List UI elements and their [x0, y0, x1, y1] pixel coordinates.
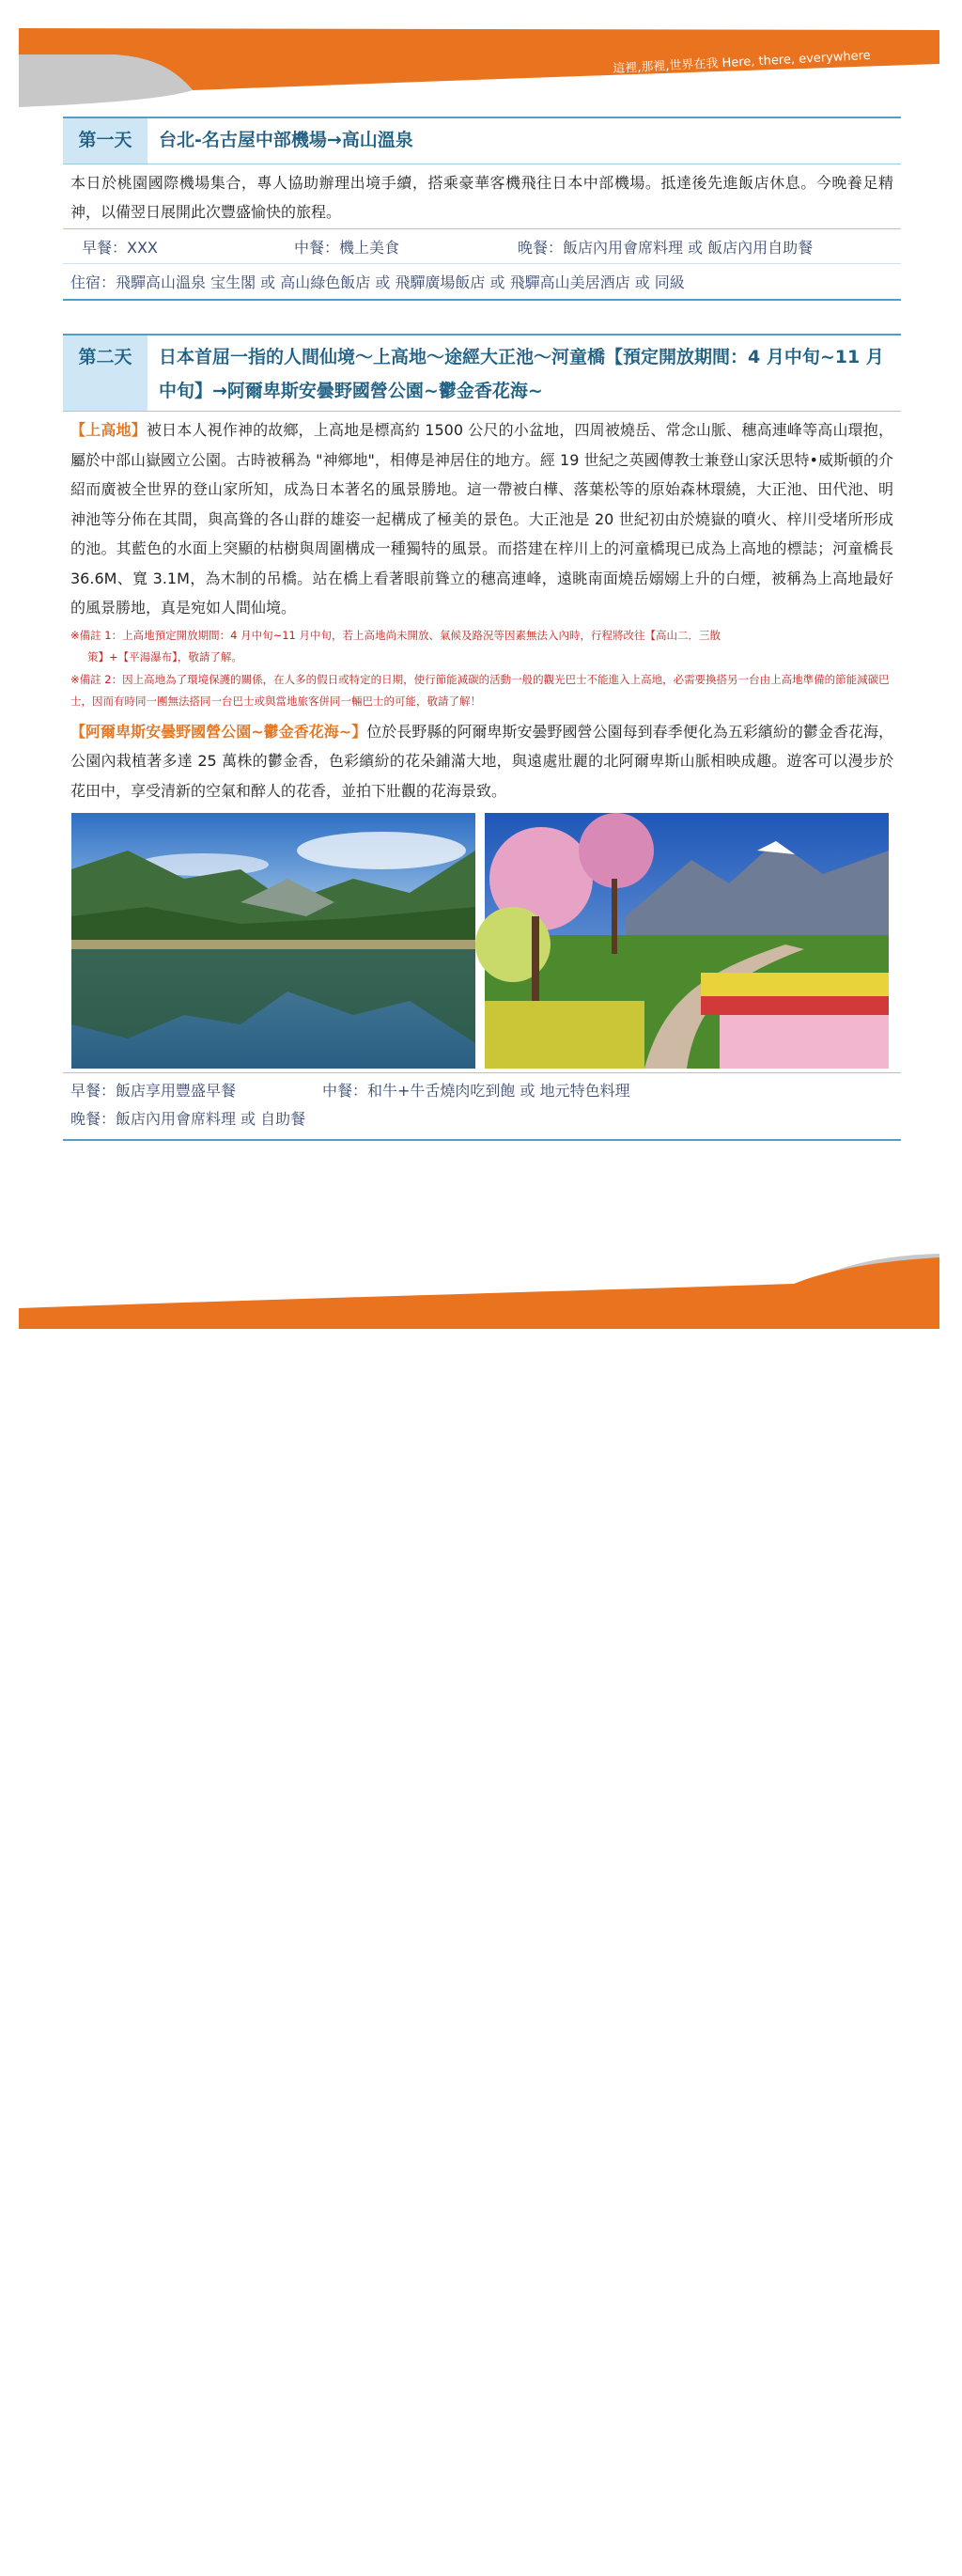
- footer-slogan: 這裡,那裡,世界在我 Here, there, everywhere: [31, 2548, 291, 2576]
- day1-dinner: 晚餐：飯店內用會席料理 或 飯店內用自助餐: [518, 238, 814, 257]
- day1-header: [63, 117, 901, 164]
- day2-meals-row1: [70, 1077, 893, 1105]
- day1-stay: 住宿：飛驒高山溫泉 宝生閣 或 高山綠色飯店 或 飛驒廣場飯店 或 飛驒高山美居酒店 或 同級: [63, 263, 901, 301]
- day1-title: 台北-名古屋中部機場→高山溫泉: [159, 130, 413, 150]
- day2-label: 第二天: [63, 336, 147, 411]
- kamikochi-heading: 【上高地】: [70, 421, 147, 439]
- photo-row: [63, 813, 901, 1072]
- note-1-line2: 策】+【平湯瀑布】，敬請了解。: [87, 650, 242, 664]
- day1-breakfast: 早餐：XXX: [82, 238, 158, 257]
- day1-meals: [63, 228, 901, 263]
- bottom-banner: [0, 1250, 962, 2576]
- day1-description: 本日於桃園國際機場集合，專人協助辦理出境手續，搭乘豪華客機飛往日本中部機場。抵達後先進飯店休息。今晚養足精神，以備翌日展開此次豐盛愉快的旅程。: [70, 174, 893, 221]
- day1-label: 第一天: [63, 118, 147, 164]
- note-2: ※備註 2：因上高地為了環境保護的關係，在人多的假日或特定的日期，使行節能減碳的活動一般的觀光巴士不能進入上高地，必需要換搭另一台由上高地準備的節能減碳巴士，因而有時同一團無法搭同一台巴士或與當地旅客併同一輛巴士的可能，敬請了解！: [70, 672, 890, 708]
- day2-meals: [63, 1072, 901, 1141]
- day2-header: [63, 334, 901, 412]
- day1-block: [63, 117, 901, 301]
- kamikochi-paragraph: [63, 412, 901, 625]
- day2-title: 日本首屈一指的人間仙境～上高地～途經大正池～河童橋【預定開放期間：4 月中旬~11 月中旬】→阿爾卑斯安曇野國營公園~鬱金香花海~: [159, 347, 884, 401]
- day2-lunch: 中餐：和牛+牛舌燒肉吃到飽 或 地元特色料理: [322, 1082, 630, 1100]
- top-banner: [0, 0, 962, 111]
- header-slogan: 這裡,那裡,世界在我 Here, there, everywhere: [612, 48, 872, 77]
- note-1: [63, 625, 901, 669]
- day2-breakfast: 早餐：飯店享用豐盛早餐: [70, 1082, 237, 1100]
- azumino-heading: 【阿爾卑斯安曇野國營公園~鬱金香花海~】: [70, 722, 367, 741]
- kamikochi-text: 被日本人視作神的故鄉，上高地是標高約 1500 公尺的小盆地，四周被燒岳、常念山脈、穗高連峰等高山環抱，屬於中部山嶽國立公園。古時被稱為 "神鄉地"，相傳是神居住的地方。經 19 世紀之英國傳教士兼登山家沃思特•威斯頓的介紹而廣被全世界的登山家所知，成為日本著名的風景勝地。這一帶被白樺、落葉松等的原始森林環繞，大正池、田代池、明神池等分佈在其間，與高聳的各山群的雄姿一起構成了極美的景色。大正池是 20 世紀初由於燒嶽的噴火、梓川受堵所形成的池。其藍色的水面上突顯的枯樹與周圍構成一種獨特的風景。而搭建在梓川上的河童橋現已成為上高地的標誌；河童橋長 36.6M、寬 3.1M，為木制的吊橋。站在橋上看著眼前聳立的穗高連峰，遠眺南面燒岳嫋嫋上升的白煙，被稱為上高地最好的風景勝地，真是宛如人間仙境。: [70, 421, 893, 617]
- azumino-text: 位於長野縣的阿爾卑斯安曇野國營公園每到春季便化為五彩繽紛的鬱金香花海，公園內栽植著多達 25 萬株的鬱金香，色彩繽紛的花朵鋪滿大地，與遠處壯麗的北阿爾卑斯山脈相映成趣。遊客可以漫步於花田中，享受清新的空氣和醉人的花香，並拍下壯觀的花海景致。: [70, 722, 893, 800]
- day2-dinner: 晚餐：飯店內用會席料理 或 自助餐: [70, 1110, 306, 1128]
- day1-lunch: 中餐：機上美食: [294, 238, 400, 257]
- note-1-line1: ※備註 1：上高地預定開放期間：4 月中旬~11 月中旬，若上高地尚未開放、氣候及路況等因素無法入內時，行程將改往【高山二．三散: [70, 628, 721, 642]
- azumino-paragraph: [63, 713, 901, 808]
- kamikochi-photo: [71, 813, 475, 1069]
- day2-block: [63, 334, 901, 1141]
- bottom-banner-graphic: [0, 1250, 962, 1362]
- tulip-garden-photo: [485, 813, 889, 1069]
